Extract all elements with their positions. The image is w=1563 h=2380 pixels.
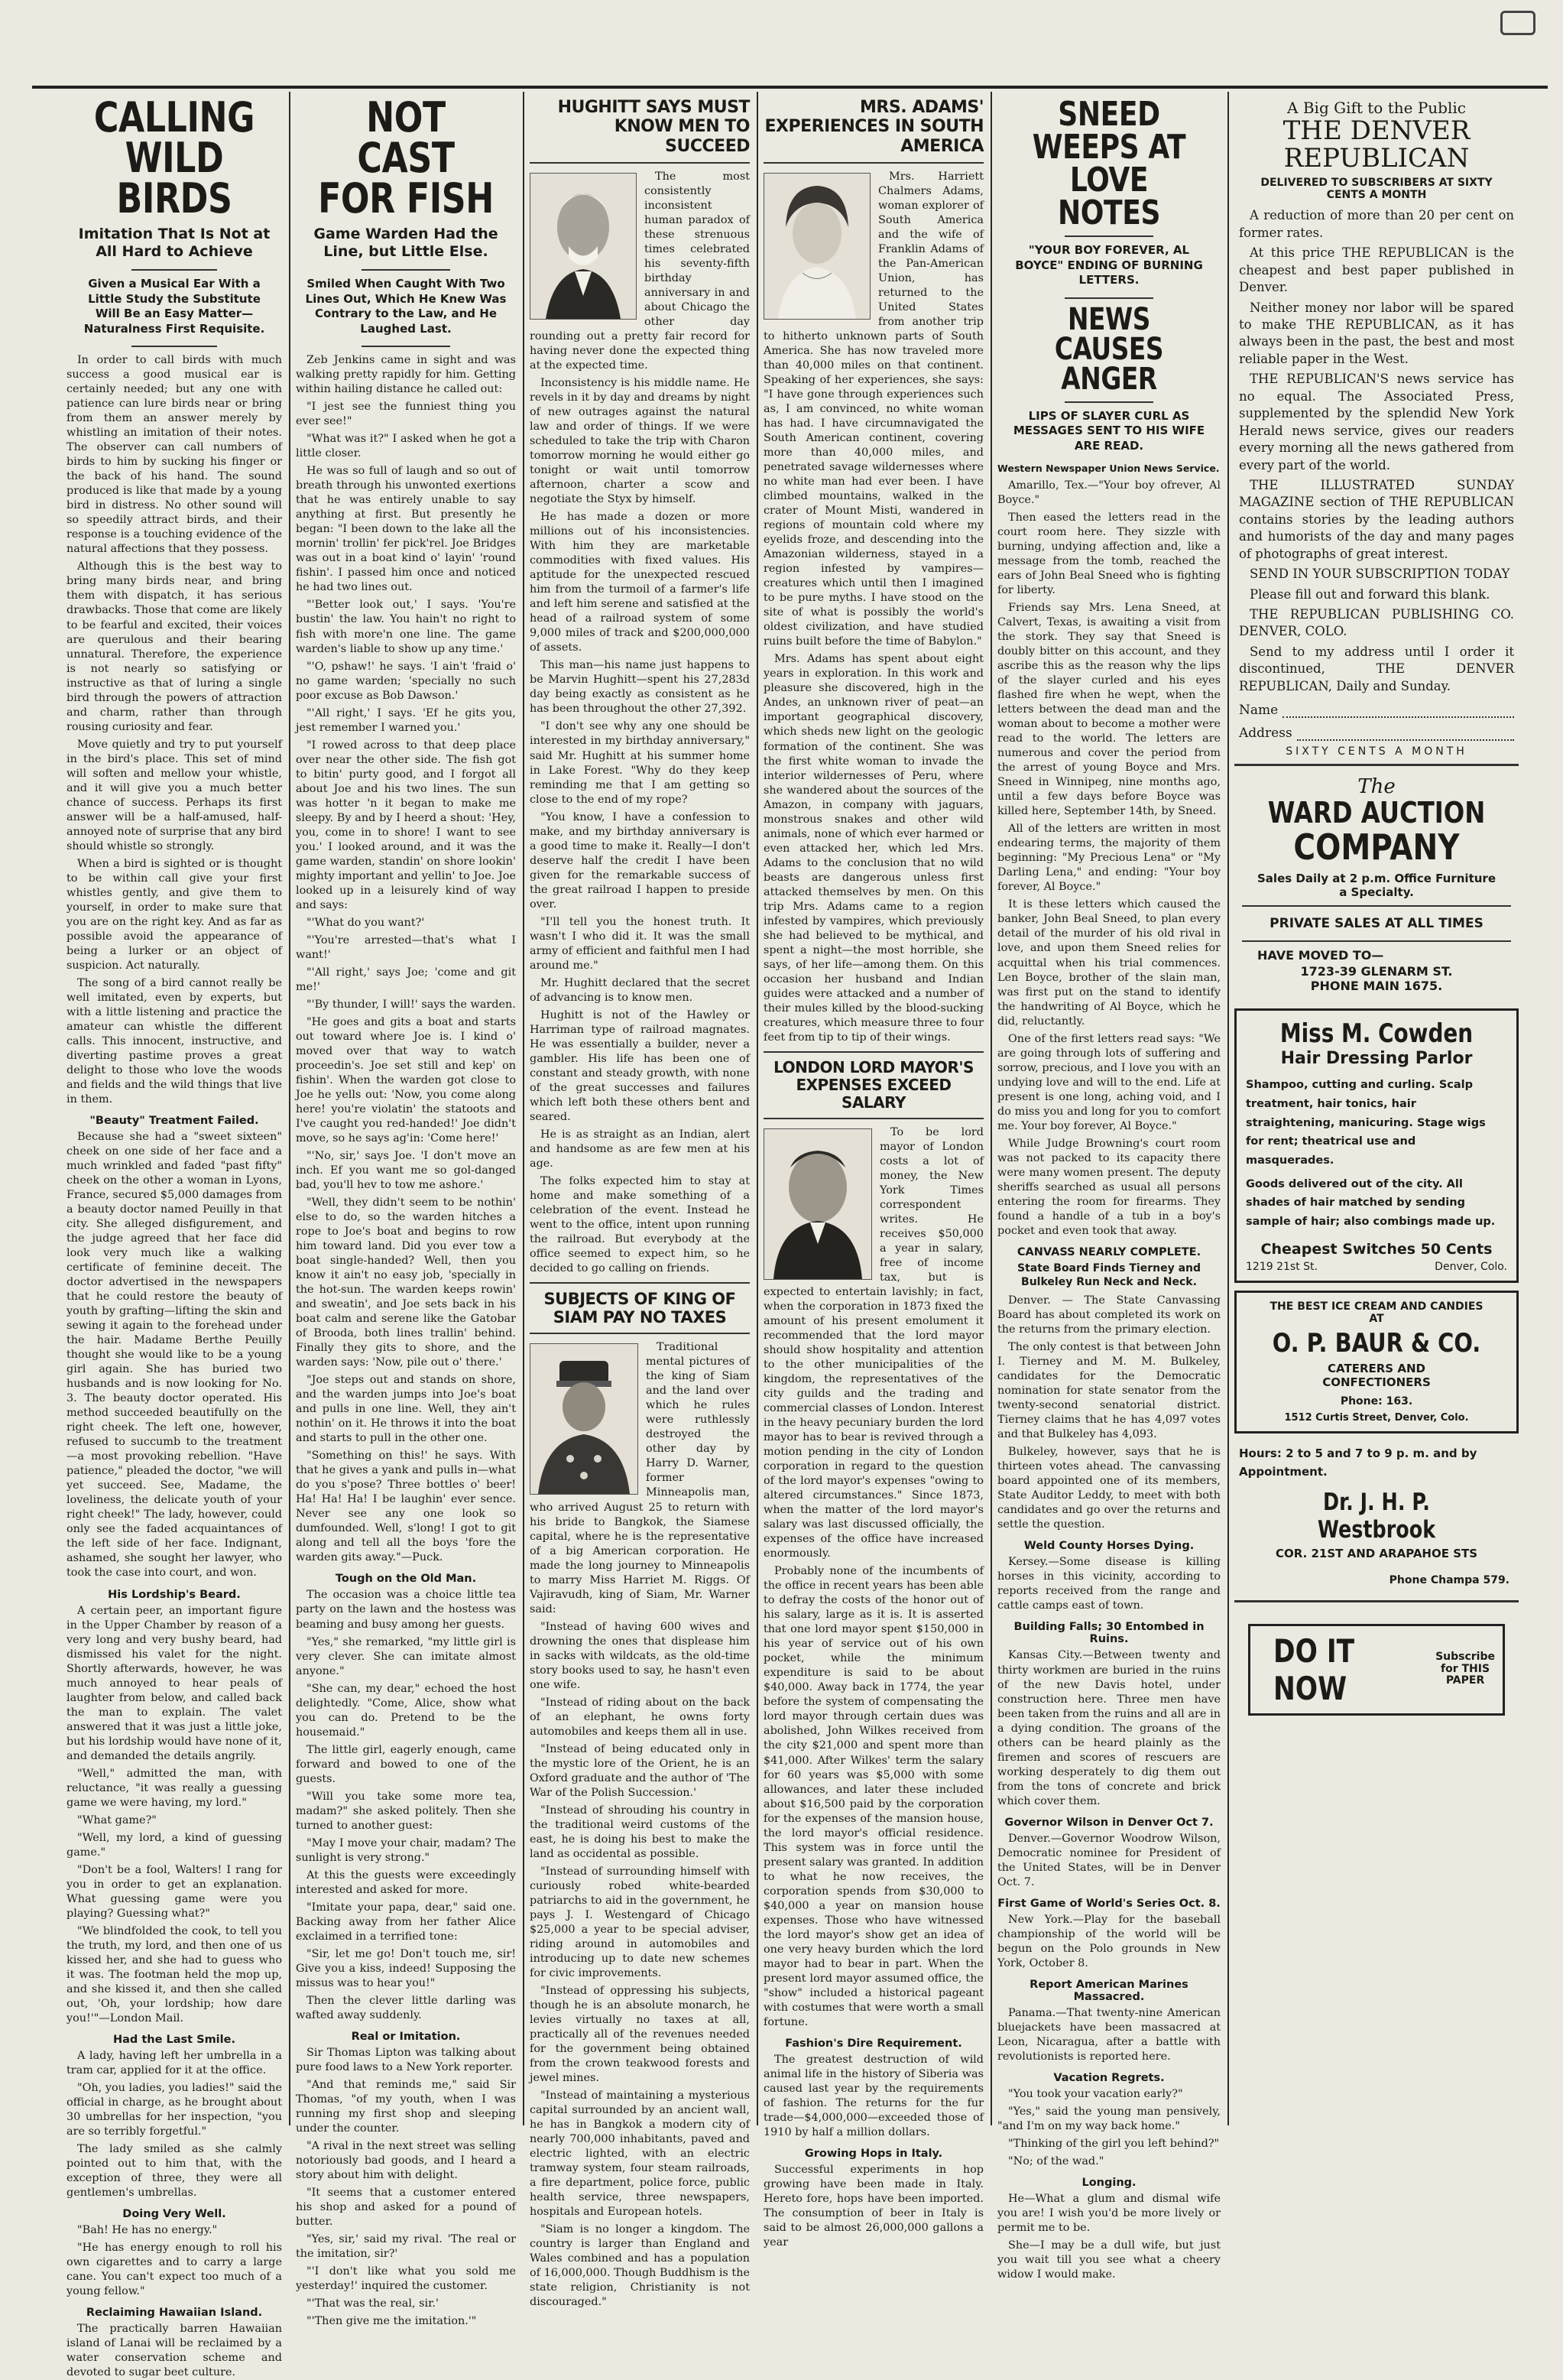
ad-paragraph: Please fill out and forward this blank.: [1250, 586, 1490, 602]
paragraph: Mr. Hughitt declared that the secret of advancing is to know men.: [530, 976, 750, 1004]
paragraph: "Bah! He has no energy.": [77, 2224, 218, 2237]
article-body: [66, 1604, 282, 2026]
address-field[interactable]: [1297, 726, 1514, 741]
ad-footer: SIXTY CENTS A MONTH: [1286, 745, 1467, 758]
paragraph: A certain peer, an important figure in the Upper Chamber by reason of a very long and very bushy beard, had dismissed his valet for the night. Shortly afterwards, however, he was much annoyed to hear peals of laughter from below, and called back the man to explain. The valet answered that it was just a little joke, but his lordship would have none of it, and demanded the details angrily.: [66, 1604, 282, 1762]
paragraph: Mrs. Harriett Chalmers Adams, woman explorer of South America and the wife of Franklin Adams of the Pan-American Union, has returned to the United States from another trip to hitherto unknown parts of South America. She has now traveled more than 40,000 miles on that continent. Speaking of her experiences, she says: "I have gone through experiences such as, I am convinced, no white woman has had. I have circumnavigated the South American continent, covering more than 40,000 miles, and penetrated savage wildernesses where no white man had ever been. I have climbed mountains, walked in the crater of Mount Misti, wandered in regions of mountain cold where my eyelids froze, and descending into the Amazonian wilderness, stayed in a region infested by vampires—creatures which until then I imagined to be pure myths. I have stood on the site of what is possibly the world's oldest civilization, and have studied ruins built before the time of Babylon.": [764, 170, 984, 648]
paragraph: The folks expected him to stay at home and make something of a celebration of the event. Instead he went to the office, intent upon running the railroad. But everybody at the office seemed to expect him, so he decided to go calling on friends.: [530, 1174, 750, 1275]
subhead: Report American Marines Massacred.: [1030, 1978, 1188, 2003]
paragraph: Friends say Mrs. Lena Sneed, at Calvert, Texas, is awaiting a visit from the stork. They say that Sneed is doubly bitter on this account, and they ascribe this as the reason why the lips of the slayer curled and his eyes flashed fire when he wept, when the letters between the dead man and the woman about to become a mother were read to the world. The letters are numerous and cover the period from the arrest of young Boyce and Mrs. Sneed in Winnipeg, nine months ago, until a few days before Boyce was killed here, September 14th, by Sneed.: [997, 602, 1221, 818]
paragraph: "Well, my lord, a kind of guessing game.": [66, 1831, 282, 1859]
ad-line: Sales Daily at 2 p.m. Office Furniture a Specialty.: [1257, 872, 1496, 900]
subhead: Weld County Horses Dying.: [1023, 1540, 1195, 1553]
column-2: [289, 93, 523, 2328]
ad-title: REPUBLICAN: [1283, 142, 1470, 174]
ad-miss-cowden: [1234, 1008, 1519, 1282]
divider: [764, 162, 984, 164]
paragraph: The practically barren Hawaiian island of Lanai will be reclaimed by a water conservation scheme and devoted to sugar beet culture.: [66, 2323, 282, 2379]
paragraph: "You know, I have a confession to make, and my birthday anniversary is a good time to make it. Really—I don't deserve half the credit I have been given for the remarkable success of the great railroad I happen to preside over.: [530, 810, 750, 911]
paragraph: "What was it?" I asked when he got a little closer.: [296, 433, 516, 460]
paragraph: The most consistently inconsistent human paradox of these strenuous times celebrated his seventy-fifth birthday anniversary in and about Chicago the other day rounding out a pretty fair record for having never done the expected thing at the expected time.: [530, 170, 750, 372]
paragraph: "'Better look out,' I says. 'You're bustin' the law. You hain't no right to fish with more'n one line. The game warden's liable to show up any time.': [296, 599, 516, 655]
paragraph: In order to call birds with much success a good musical ear is certainly needed; but any one with patience can lure birds near or bring from them an answer merely by whistling an imitation of their notes. The observer can call numbers of birds to him by sucking his finger or the back of his hand. The sound produced is like that made by a young bird in distress. No other sound will so speedily attract birds, and their response is a touching evidence of the natural affections that they possess.: [66, 354, 282, 556]
portrait-marvin-hughitt: [530, 173, 637, 320]
paragraph: Move quietly and try to put yourself in the bird's place. This set of mind will soften and mellow your whistle, and it will give you a much better chance of success. Perhaps its first answer will be a half-amused, half-annoyed note of surprise that any bird should whistle so strongly.: [66, 738, 282, 852]
paragraph: "And that reminds me," said Sir Thomas, "of my youth, when I was running my first shop and sleeping under the counter.: [296, 2078, 516, 2135]
deck: "YOUR BOY FOREVER, AL BOYCE" ENDING OF BURNING LETTERS.: [1015, 243, 1203, 287]
subhead: Real or Imitation.: [351, 2030, 461, 2043]
paragraph: It is these letters which caused the banker, John Beal Sneed, to plan every detail of the murder of his old rival in love, and upon them Sneed relies for acquittal when his trial commences. Len Boyce, brother of the slain man, was first put on the stand to identify the handwriting of Al Boyce, which he did, reluctantly.: [997, 898, 1221, 1028]
deck: LIPS OF SLAYER CURL AS MESSAGES SENT TO HIS WIFE ARE READ.: [1013, 408, 1205, 453]
article-body: [997, 479, 1221, 1239]
top-rule: [32, 86, 1548, 89]
paragraph: "'All right,' says Joe; 'come and git me!': [296, 966, 516, 993]
paragraph: The occasion was a choice little tea party on the lawn and the hostess was beaming and busy among her guests.: [296, 1589, 516, 1631]
ad-line: CATERERS AND: [1328, 1361, 1425, 1375]
divider: [362, 346, 449, 347]
subhead: CANVASS NEARLY COMPLETE.: [1017, 1245, 1201, 1258]
paragraph: "'No, sir,' says Joe. 'I don't move an inch. Ef you want me so gol-danged bad, you'll hev to tow me ashore.': [296, 1150, 516, 1192]
ad-line: Cheapest Switches 50 Cents: [1260, 1240, 1493, 1258]
ad-paragraph: At this price THE REPUBLICAN is the cheapest and best paper published in Denver.: [1239, 245, 1514, 295]
subhead: Tough on the Old Man.: [335, 1573, 477, 1586]
subhead: Building Falls; 30 Entombed in Ruins.: [1013, 1621, 1205, 1646]
divider: [530, 1282, 750, 1284]
paragraph: Amarillo, Tex.—"Your boy ofrever, Al Boyce.": [997, 479, 1221, 507]
article-body: [997, 1832, 1221, 1890]
ad-title: WARD AUCTION: [1267, 796, 1486, 830]
paragraph: "Instead of oppressing his subjects, though he is an absolute monarch, he levies virtually no taxes at all, practically all of the revenues needed for the government being obtained from the crown teakwood forests and jewel mines.: [530, 1985, 750, 2085]
paragraph: She—I may be a dull wife, but just you wait till you see what a cheery widow I would make.: [997, 2239, 1221, 2281]
paragraph: "'By thunder, I will!' says the warden.: [306, 998, 516, 1011]
ad-paragraph: Send to my address until I order it discontinued, THE DENVER REPUBLICAN, Daily and Sunday.: [1239, 644, 1514, 693]
paragraph: When a bird is sighted or is thought to be within call give your first whistles gently, and give them to yourself, in order to make sure that you are on the right key. And as far as possible avoid the appearance of being a lurker or an object of suspicion. Act naturally.: [66, 857, 282, 972]
ad-phone: Phone: 163.: [1340, 1395, 1413, 1408]
headline-news-causes-anger: NEWS CAUSES ANGER: [1054, 301, 1164, 398]
ad-line: THE BEST ICE CREAM AND CANDIES AT: [1270, 1300, 1484, 1325]
name-label: Name: [1239, 703, 1279, 719]
divider: [131, 269, 218, 271]
divider: [530, 1333, 750, 1334]
paragraph: "May I move your chair, madam? The sunlight is very strong.": [296, 1836, 516, 1864]
article-body: [66, 2049, 282, 2200]
paragraph: "She can, my dear," echoed the host delightedly. "Come, Alice, show what you can do. Pretend to be the housemaid.": [296, 1682, 516, 1739]
divider: [1234, 1600, 1519, 1602]
divider: [362, 269, 449, 271]
paragraph: Then the clever little darling was wafted away suddenly.: [296, 1994, 516, 2021]
divider: [131, 346, 218, 347]
paragraph: "What game?": [77, 1813, 157, 1826]
paragraph: "Siam is no longer a kingdom. The country is larger than England and Wales combined and has a population of 16,000,000. Though Buddhism is the state religion, Christianity is not discouraged.": [530, 2223, 750, 2309]
ad-body: Goods delivered out of the city. All shades of hair matched by sending sample of hair; also combings made up.: [1246, 1177, 1496, 1228]
portrait-mrs-adams: [764, 173, 871, 320]
page-corner-mark: [1500, 11, 1535, 35]
byline: Western Newspaper Union News Service.: [997, 463, 1220, 474]
paragraph: All of the letters are written in most endearing terms, the majority of them beginning: "My Precious Lena" or "My Darling Lena," and ending: "Your boy forever, Al Boyce.": [997, 823, 1221, 894]
subhead: "Beauty" Treatment Failed.: [89, 1115, 259, 1128]
article-body: [296, 353, 516, 1565]
subscription-name-line[interactable]: [1239, 703, 1514, 718]
subhead: Had the Last Smile.: [113, 2033, 235, 2046]
ad-title: Dr. J. H. P. Westbrook: [1317, 1488, 1436, 1544]
subhead: Growing Hops in Italy.: [804, 2147, 943, 2160]
headline-not-cast-for-fish: NOT CAST FOR FISH: [318, 93, 494, 222]
paragraph: "Oh, you ladies, you ladies!" said the official in charge, as he brought about 30 umbrellas for her inspection, "you are so terribly forgetful.": [66, 2081, 282, 2138]
ad-hours: [1239, 1444, 1514, 1481]
article-body: [997, 2192, 1221, 2282]
paragraph: Panama.—That twenty-nine American bluejackets have been massacred at Leon, Nicaragua, after a battle with revolutionists is reported here.: [997, 2006, 1221, 2063]
ad-line: PRIVATE SALES AT ALL TIMES: [1270, 916, 1484, 932]
paragraph: Because she had a "sweet sixteen" cheek on one side of her face and a much wrinkled and faded "past fifty" cheek on the other a woman in Lyons, France, secured $5,000 damages from a beauty doctor named Peuilly in that city. She alleged disfigurement, and the judge agreed that her face did look very much like a walking certificate of feminine deceit. The doctor advertised in the newspapers that he could restore the beauty of youth by grafting—lifting the skin and sewing it again to the forehead under the hair. Madame Berthe Peuilly thought she would like to be a young girl again. She has buried two husbands and is now looking for No. 3. The beauty doctor operated. His method succeeded beautifully on the right cheek. The left one, however, refused to succumb to the treatment—a most provoking rebellion. "Have patience," pleaded the doctor, "we will yet succeed. See, Madame, the loveliness, the delicate youth of your right cheek!" The lady, however, could only see the faded acquaintances of the left side of her face. Indignant, ashamed, she sought her lawyer, who took the case into court, and won.: [66, 1131, 282, 1580]
paragraph: Kersey.—Some disease is killing horses in this vicinity, according to reports received from the range and cattle camps east of town.: [997, 1556, 1221, 1612]
ad-price: DELIVERED TO SUBSCRIBERS AT SIXTY CENTS A MONTH: [1260, 177, 1493, 202]
subscription-address-line[interactable]: [1239, 726, 1514, 741]
ad-body: [1239, 207, 1514, 695]
paragraph: Bulkeley, however, says that he is thirteen votes ahead. The canvassing board appointed one of its members, State Auditor Leddy, to meet with both candidates and go over the returns and settle the question.: [997, 1446, 1221, 1531]
column-1: [60, 93, 289, 2379]
ad-subtitle: Hair Dressing Parlor: [1280, 1049, 1473, 1069]
paragraph: Although this is the best way to bring many birds near, and bring them with dispatch, it has serious drawbacks. Those that come are likely to be fearful and excited, their voices are querulous and their bearing unnatural. Therefore, the experience is not nearly so satisfying or instructive as that of luring a single bird through the powers of attraction and charm, rather than through rousing curiosity and fear.: [66, 560, 282, 733]
deck: State Board Finds Tierney and Bulkeley Run Neck and Neck.: [1017, 1261, 1201, 1288]
article-body: [66, 353, 282, 1107]
paragraph: "Will you take some more tea, madam?" she asked politely. Then she turned to another guest:: [296, 1790, 516, 1832]
paragraph: The lady smiled as she calmly pointed out to him that, with the exception of three, they were all gentlemen's umbrellas.: [66, 2143, 282, 2200]
paragraph: "Joe steps out and stands on shore, and the warden jumps into Joe's boat and pulls in one line. Well, they ain't nothin' on it. He throws it into the boat and starts to pull in the other one.: [296, 1374, 516, 1445]
paragraph: The little girl, eagerly enough, came forward and bowed to one of the guests.: [296, 1743, 516, 1785]
paragraph: The song of a bird cannot really be well imitated, even by experts, but with a little listening and practice the amateur can whistle the different calls. This innocent, instructive, and diverting pastime proves a great delight to those who love the woods and fields and the wild things that live in them.: [66, 976, 282, 1106]
paragraph: "I'll tell you the honest truth. It wasn't I who did it. It was the small army of efficient and faithful men I had around me.": [530, 915, 750, 972]
ad-line: 1723-39 GLENARM ST.: [1300, 964, 1453, 979]
ad-op-baur: [1234, 1291, 1519, 1434]
paragraph: "You took your vacation early?": [1008, 2087, 1183, 2100]
paragraph: "'I don't like what you sold me yesterday!' inquired the customer.: [296, 2265, 516, 2293]
ad-paragraph: THE REPUBLICAN'S news service has no equal. The Associated Press, supplemented by the splendid New York Herald news service, gives our readers every morning all the news gathered from every part of the world.: [1239, 372, 1514, 472]
paragraph: "Instead of maintaining a mysterious capital surrounded by an ancient wall, he has in Bangkok a modern city of nearly 700,000 inhabitants, paved and electric lighted, with an electric tramway system, four steam railroads, a fire department, police force, public health service, three newspapers, hospitals and European hotels.: [530, 2089, 750, 2219]
paragraph: "We blindfolded the cook, to tell you the truth, my lord, and then one of us kissed her, and she had to guess who it was. The footman held the mop up, and she kissed it, and then she called out, 'Oh, your lordship; how dare you!'"—London Mail.: [66, 1924, 282, 2024]
ad-paragraph: SEND IN YOUR SUBSCRIPTION TODAY: [1250, 567, 1510, 582]
subdeck: Smiled When Caught With Two Lines Out, Which He Knew Was Contrary to the Law, and He Laughed Last.: [305, 277, 507, 336]
paragraph: "Imitate your papa, dear," said one. Backing away from her father Alice exclaimed in a terrified tone:: [296, 1901, 516, 1943]
paragraph: Denver.—Governor Woodrow Wilson, Democratic nominee for President of the United States, will be in Denver Oct. 7.: [997, 1832, 1221, 1888]
column-3: [523, 93, 757, 2309]
article-body: [66, 2223, 282, 2299]
paragraph: "Well," admitted the man, with reluctance, "it was really a guessing game we were having, my lord.": [66, 1767, 282, 1809]
ad-westbrook: [1234, 1441, 1519, 1594]
subhead: Reclaiming Hawaiian Island.: [86, 2307, 263, 2320]
paragraph: "He has energy enough to roll his own cigarettes and to carry a large cane. You can't expect too much of a young fellow.": [66, 2242, 282, 2298]
ad-line: CONFECTIONERS: [1322, 1375, 1431, 1389]
ad-ward-auction: [1234, 772, 1519, 1001]
paragraph: He is as straight as an Indian, alert and handsome as are few men at his age.: [530, 1128, 750, 1170]
portrait-king-of-siam: [530, 1343, 638, 1495]
paragraph: Zeb Jenkins came in sight and was walking pretty rapidly for him. Getting within hailing distance he called out:: [296, 354, 516, 396]
paragraph: "Yes, sir,' said my rival. 'The real or the imitation, sir?': [296, 2233, 516, 2261]
ad-paragraph: THE ILLUSTRATED SUNDAY MAGAZINE section of THE REPUBLICAN contains stories by the leading authors and humorists of the day and many pages of photographs of great interest.: [1239, 477, 1514, 561]
divider: [1065, 235, 1154, 237]
deck: Game Warden Had the Line, but Little Else.: [313, 225, 498, 261]
article-body: [764, 2053, 984, 2140]
ad-address: 1219 21st St.: [1246, 1260, 1318, 1273]
paragraph: "I rowed across to that deep place over near the other side. The fish got to bitin' purty good, and I forgot all about Joe and his two lines. The sun was hotter 'n it began to make me sleepy. By and by I heerd a shout: 'Hey, you, come in to shore! I want to see you.' I looked around, and it was the game warden, standin' on shore lookin' mighty important and yellin' to Joe. Joe looked up in a leisurely kind of way and says:: [296, 739, 516, 911]
ad-body: Shampoo, cutting and curling. Scalp treatment, hair tonics, hair straightening, manicuring. Stage wigs for rent; theatrical use and masquerades.: [1246, 1079, 1486, 1167]
paragraph: "I jest see the funniest thing you ever see!": [296, 401, 516, 428]
article-body: [997, 2006, 1221, 2064]
divider: [1242, 940, 1511, 942]
paragraph: "Sir, let me go! Don't touch me, sir! Give you a kiss, indeed! Supposing the missus was to hear you!": [296, 1947, 516, 1989]
paragraph: Inconsistency is his middle name. He revels in it by day and dreams by night of new outrages against the natural law and order of things. If we were scheduled to take the trip with Charon tomorrow morning he would either go tonight or wait until tomorrow afternoon, charter a scow and negotiate the Styx by himself.: [530, 377, 750, 506]
article-body: [997, 1648, 1221, 1808]
paragraph: "'That was the real, sir.': [306, 2297, 439, 2310]
ad-paragraph: Neither money nor labor will be spared to make THE REPUBLICAN, as it has always been in the past, the best and most reliable paper in the West.: [1239, 300, 1514, 366]
paragraph: "Instead of having 600 wives and drowning the ones that displease him in sacks with wildcats, as the old-time story books used to say, he hasn't even one wife.: [530, 1620, 750, 1691]
divider: [1065, 297, 1154, 299]
headline-sneed-weeps: SNEED WEEPS AT LOVE NOTES: [1032, 95, 1186, 233]
article-body: [997, 1913, 1221, 1971]
headline-mrs-adams: MRS. ADAMS' EXPERIENCES IN SOUTH AMERICA: [764, 98, 984, 156]
paragraph: "Instead of being educated only in the mystic lore of the Orient, he is an Oxford graduate and the author of 'The War of the Polish Succession.': [530, 1742, 750, 1799]
paragraph: "Yes," she remarked, "my little girl is very clever. She can imitate almost anyone.": [296, 1635, 516, 1677]
ad-denver-republican: [1234, 98, 1519, 758]
paragraph: "'You're arrested—that's what I want!': [296, 933, 516, 961]
subdeck: Given a Musical Ear With a Little Study the Substitute Will Be an Easy Matter—Naturalness First Requisite.: [83, 277, 265, 336]
ad-phone: Phone Champa 579.: [1389, 1573, 1509, 1586]
article-body: [764, 2163, 984, 2250]
paragraph: New York.—Play for the baseball championship of the world will be begun on the Polo grounds in New York, October 8.: [997, 1913, 1221, 1969]
paragraph: The greatest destruction of wild animal life in the history of Siberia was caused last year by the requirements of fashion. The returns for the fur trade—$4,000,000—exceeded those of 1910 by half a million dollars.: [764, 2053, 984, 2138]
ad-city: Denver, Colo.: [1435, 1260, 1507, 1273]
paragraph: "No; of the wad.": [1008, 2154, 1104, 2167]
divider: [1065, 401, 1154, 403]
ad-the: The: [1357, 775, 1396, 799]
subhead: Longing.: [1081, 2176, 1137, 2189]
subhead: Vacation Regrets.: [1053, 2071, 1165, 2084]
paragraph: Sir Thomas Lipton was talking about pure food laws to a New York reporter.: [296, 2046, 516, 2073]
paragraph: "Instead of shrouding his country in the traditional weird customs of the east, he is doing his best to make the land as occidental as possible.: [530, 1804, 750, 1860]
article-body: [66, 2322, 282, 2380]
paragraph: Traditional mental pictures of the king of Siam and the land over which he rules were ruthlessly destroyed the other day by Harry D. Warner, former Minneapolis man, who arrived August 25 to return with his bride to Bangkok, the Siamese capital, where he is the representative of a big American corporation. He made the long journey to Minneapolis to marry Miss Harriet M. Riggs. Of Vajiravudh, king of Siam, Mr. Warner said:: [530, 1341, 750, 1615]
divider: [764, 1051, 984, 1053]
paragraph: Then eased the letters read in the court room here. They sizzle with burning, undying affection and, like a message from the tomb, reached the ears of John Beal Sneed who is fighting for liberty.: [997, 511, 1221, 597]
deck: Imitation That Is Not at All Hard to Achieve: [78, 225, 271, 261]
ad-paragraph: A reduction of more than 20 per cent on former rates.: [1239, 208, 1514, 240]
subhead: Doing Very Well.: [122, 2208, 226, 2221]
paragraph: Mrs. Adams has spent about eight years in exploration. In this work and pleasure she discovered, high in the Andes, an unknown river of peat—an important geographical discovery, which sheds new light on the geologic formation of the continent. She was the first white woman to invade the interior wildernesses of Peru, where she wandered about the sources of the Amazon, in company with jaguars, monstrous snakes and other wild animals, none of which ever harmed or even attacked her, which led Mrs. Adams to the conclusion that no wild beasts are dangerous unless first attacked themselves by men. On this trip Mrs. Adams came to a region infested by vampires, which previously she had believed to be mythical, and spent a night—the most horrible, she says, of her life—among them. On this occasion her husband and Indian guides were attacked and a number of their mules killed by the blood-sucking creatures, which measure three to four feet from tip to tip of their wings.: [764, 653, 984, 1044]
ad-title: O. P. BAUR & CO.: [1272, 1327, 1481, 1359]
paragraph: Denver. — The State Canvassing Board has about completed its work on the returns from the primary election.: [997, 1294, 1221, 1336]
column-6-ads: [1227, 93, 1526, 2127]
ad-line: PHONE MAIN 1675.: [1310, 979, 1443, 994]
article-body: [296, 1588, 516, 2022]
paragraph: This man—his name just happens to be Marvin Hughitt—spent his 27,283d day being exactly as consistent as he has been throughout the other 27,392.: [530, 659, 750, 716]
address-label: Address: [1239, 726, 1292, 742]
ad-do-it-now[interactable]: [1248, 1624, 1505, 1716]
paragraph: Successful experiments in hop growing have been made in Italy. Hereto fore, hops have been imported. The consumption of beer in Italy is said to be almost 26,000,000 gallons a year: [764, 2163, 984, 2248]
headline-king-of-siam: SUBJECTS OF KING OF SIAM PAY NO TAXES: [543, 1290, 736, 1327]
article-body: [997, 1555, 1221, 1613]
article-body: [997, 2087, 1221, 2169]
headline-london-lord-mayor: LONDON LORD MAYOR'S EXPENSES EXCEED SALARY: [773, 1057, 974, 1112]
ad-big: DO IT NOW: [1273, 1632, 1355, 1707]
paragraph: To be lord mayor of London costs a lot of money, the New York Times correspondent writes. He receives $50,000 a year in salary, free of income tax, but is expected to entertain lavishly; in fact, when the corporation in 1873 fixed the amount of his present emolument it recommended that the lord mayor should show hospitality and attention to the other municipalities of the kingdom, the representatives of the city guilds and the trading and commercial classes of London. Interest in the heavy pecuniary burden the lord mayor has to bear is revived through a motion pending in the city of London corporation in regard to the question of the lord mayor's expenses "owing to altered circumstances." Since 1873, when the matter of the lord mayor's salary was last discussed officially, the expenses of the office have increased enormously.: [764, 1125, 984, 1560]
paragraph: Kansas City.—Between twenty and thirty workmen are buried in the ruins of the new Davis hotel, under construction here. Three men have been taken from the ruins and all are in a dying condition. The groans of the others can be heard plainly as the firemen and scores of rescuers are working desperately to dig them out from the tons of concrete and brick which cover them.: [997, 1649, 1221, 1807]
ad-kicker: A Big Gift to the Public: [1287, 99, 1466, 117]
column-4: [757, 93, 991, 2248]
paragraph: A lady, having left her umbrella in a tram car, applied for it at the office.: [66, 2049, 282, 2076]
ad-line: HAVE MOVED TO—: [1257, 948, 1384, 963]
ad-address: 1512 Curtis Street, Denver, Colo.: [1284, 1411, 1469, 1424]
ad-small: Subscribe for THIS PAPER: [1435, 1651, 1495, 1687]
article-body: [530, 170, 750, 1276]
subhead: His Lordship's Beard.: [108, 1588, 241, 1601]
paragraph: The only contest is that between John I. Tierney and M. M. Bulkeley, candidates for the Democratic nomination for state senator from the twenty-second senatorial district. Tierney claims that he has 4,097 votes and that Bulkeley has 4,093.: [997, 1341, 1221, 1441]
paragraph: While Judge Browning's court room was not packed to its capacity there were many women present. The deputy sheriffs searched as usual all persons entering the room for firearms. They found a handle of a tub in a boy's pocket and even took that away.: [997, 1137, 1221, 1237]
hours-value: 2 to 5 and 7 to 9 p. m. and by Appointment.: [1239, 1446, 1477, 1479]
headline-calling-wild-birds: CALLING WILD BIRDS: [93, 93, 255, 222]
paragraph: Hughitt is not of the Hawley or Harriman type of railroad magnates. He was essentially a builder, never a gambler. His life has been one of constant and steady growth, with none of the great successes and failures which left both these others bent and seared.: [530, 1008, 750, 1123]
paragraph: "Well, they didn't seem to be nothin' else to do, so the warden hitches a rope to Joe's boat and begins to row him toward land. Did you ever tow a boat single-handed? Well, then you know it ain't no easy job, 'specially in the hot-sun. The warden keeps rowin' and sweatin', and Joe sets back in his boat calm and serene like the Gatobar of Brooda, both lines trallin' behind. Finally they gits to shore, and the warden says: 'Now, pile out o' there.': [296, 1196, 516, 1369]
paragraph: "It seems that a customer entered his shop and asked for a pound of butter.: [296, 2187, 516, 2229]
divider: [1242, 905, 1511, 907]
article-body: [66, 1130, 282, 1580]
divider: [530, 162, 750, 164]
paragraph: "He goes and gits a boat and starts out toward where Joe is. I kind o' moved over that way to watch proceedin's. Joe set still and kep' on fishin'. When the warden got close to Joe he yells out: 'Now, you come along here! you're violatin' the statoots and I've caught you red-handed!' Joe didn't move, so he says ag'in: 'Come here!': [296, 1015, 516, 1145]
headline-hughitt: HUGHITT SAYS MUST KNOW MEN TO SUCCEED: [557, 98, 750, 156]
subhead: Governor Wilson in Denver Oct 7.: [1004, 1816, 1214, 1829]
divider: [764, 1118, 984, 1119]
name-field[interactable]: [1283, 703, 1514, 718]
paragraph: "Thinking of the girl you left behind?": [1008, 2137, 1220, 2150]
ad-title: THE DENVER: [1283, 115, 1471, 146]
paragraph: At this the guests were exceedingly interested and asked for more.: [296, 1869, 516, 1896]
paragraph: "'O, pshaw!' he says. 'I ain't 'fraid o' no game warden; 'specially no such poor excuse as Bob Dawson.': [296, 660, 516, 702]
paragraph: "Yes," said the young man pensively, "and I'm on my way back home.": [997, 2105, 1221, 2132]
paragraph: "Instead of surrounding himself with curiously robed white-bearded patriarchs to aid in the government, he pays J. I. Westengard of Chicago $25,000 a year to be special adviser, riding around in automobiles and introducing up to date new schemes for civic improvements.: [530, 1865, 750, 1979]
paragraph: "Instead of riding about on the back of an elephant, he owns forty automobiles and keeps them all in use.: [530, 1696, 750, 1738]
paragraph: One of the first letters read says: "We are going through lots of suffering and sorrow, precious, and I love you with an undying love and will to the end. Life at present is one long, aching void, and I do miss you and long for you to comfort me. Your boy forever, Al Boyce.": [997, 1032, 1221, 1132]
paragraph: "'What do you want?': [306, 916, 425, 929]
divider: [1234, 764, 1519, 766]
portrait-lord-mayor: [764, 1128, 872, 1280]
paragraph: "A rival in the next street was selling notoriously bad goods, and I heard a story about him with delight.: [296, 2140, 516, 2182]
paragraph: "I don't see why any one should be interested in my birthday anniversary," said Mr. Hughitt at his summer home in Lake Forest. "Why do they keep reminding me that I am getting so close to the end of my rope?: [530, 720, 750, 806]
subhead: First Game of World's Series Oct. 8.: [997, 1897, 1221, 1910]
ad-address-row: [1246, 1261, 1507, 1273]
article-body: [997, 1294, 1221, 1532]
paragraph: Probably none of the incumbents of the office in recent years has been able to defray the costs of the honor out of his salary, large as it is. It is asserted that one lord mayor spent $150,000 in his year of service out of his own pocket, while the minimum expenditure is said to be about $40,000. Away back in 1774, the year before the system of compensating the lord mayor through certain dues was abolished, John Wilkes received from the city $21,000 and spent more than $41,000. After Wilkes' term the salary for 60 years was $5,000 with some allowances, and later these included about $16,500 paid by the corporation for the expenses of the mansion house, the lord mayor's official residence. This system was in force until the present salary was granted. In addition to what he now receives, the corporation spends from $30,000 to $40,000 a year on mansion house expenses. Those who have witnessed the lord mayor's show get an idea of one very heavy burden which the lord mayor had to bear in part. When the present lord mayor assumed office, the "show" included a historical pageant with costumes that were worth a small fortune.: [764, 1565, 984, 2028]
paragraph: "Something on this!' he says. With that he gives a yank and pulls in—what do you s'pose? Three bottles o' beer! Ha! Ha! Ha! I be laughin' ever sence. Never see any one look so dumfounded. Well, s'long! I got to git along and tell all the boys 'fore the warden gits away."—Puck.: [296, 1450, 516, 1564]
ad-paragraph: THE REPUBLICAN PUBLISHING CO. DENVER, COLO.: [1239, 607, 1514, 639]
paragraph: He was so full of laugh and so out of breath through his unwonted exertions that he was entirely unable to say anything at first. But presently he began: "I been down to the lake all the mornin' trollin' fer pick'rel. Joe Bridges was out in a boat kind o' layin' 'round fishin'. I passed him once and noticed he had two lines out.: [296, 465, 516, 594]
hours-label: Hours:: [1239, 1446, 1282, 1460]
article-body: [296, 2046, 516, 2329]
subhead: Fashion's Dire Requirement.: [785, 2037, 962, 2050]
ad-title: COMPANY: [1293, 826, 1460, 869]
column-5: [991, 93, 1227, 2281]
paragraph: "'Then give me the imitation.'": [306, 2315, 477, 2328]
paragraph: He—What a glum and dismal wife you are! I wish you'd be more lively or permit me to be.: [997, 2192, 1221, 2234]
paragraph: "'All right,' I says. 'Ef he gits you, jest remember I warned you.': [296, 706, 516, 734]
ad-address: COR. 21ST AND ARAPAHOE STS: [1275, 1546, 1478, 1560]
paragraph: He has made a dozen or more millions out of his inconsistencies. With him they are marketable commodities with fixed values. His aptitude for the unexpected rescued him from the turmoil of a farmer's life and left him serene and satisfied at the head of a railroad system of some 9,000 miles of track and $200,000,000 of assets.: [530, 511, 750, 654]
ad-title: Miss M. Cowden: [1279, 1018, 1474, 1050]
paragraph: "Don't be a fool, Walters! I rang for you in order to get an explanation. What guessing game were you playing? Guessing what?": [66, 1863, 282, 1920]
